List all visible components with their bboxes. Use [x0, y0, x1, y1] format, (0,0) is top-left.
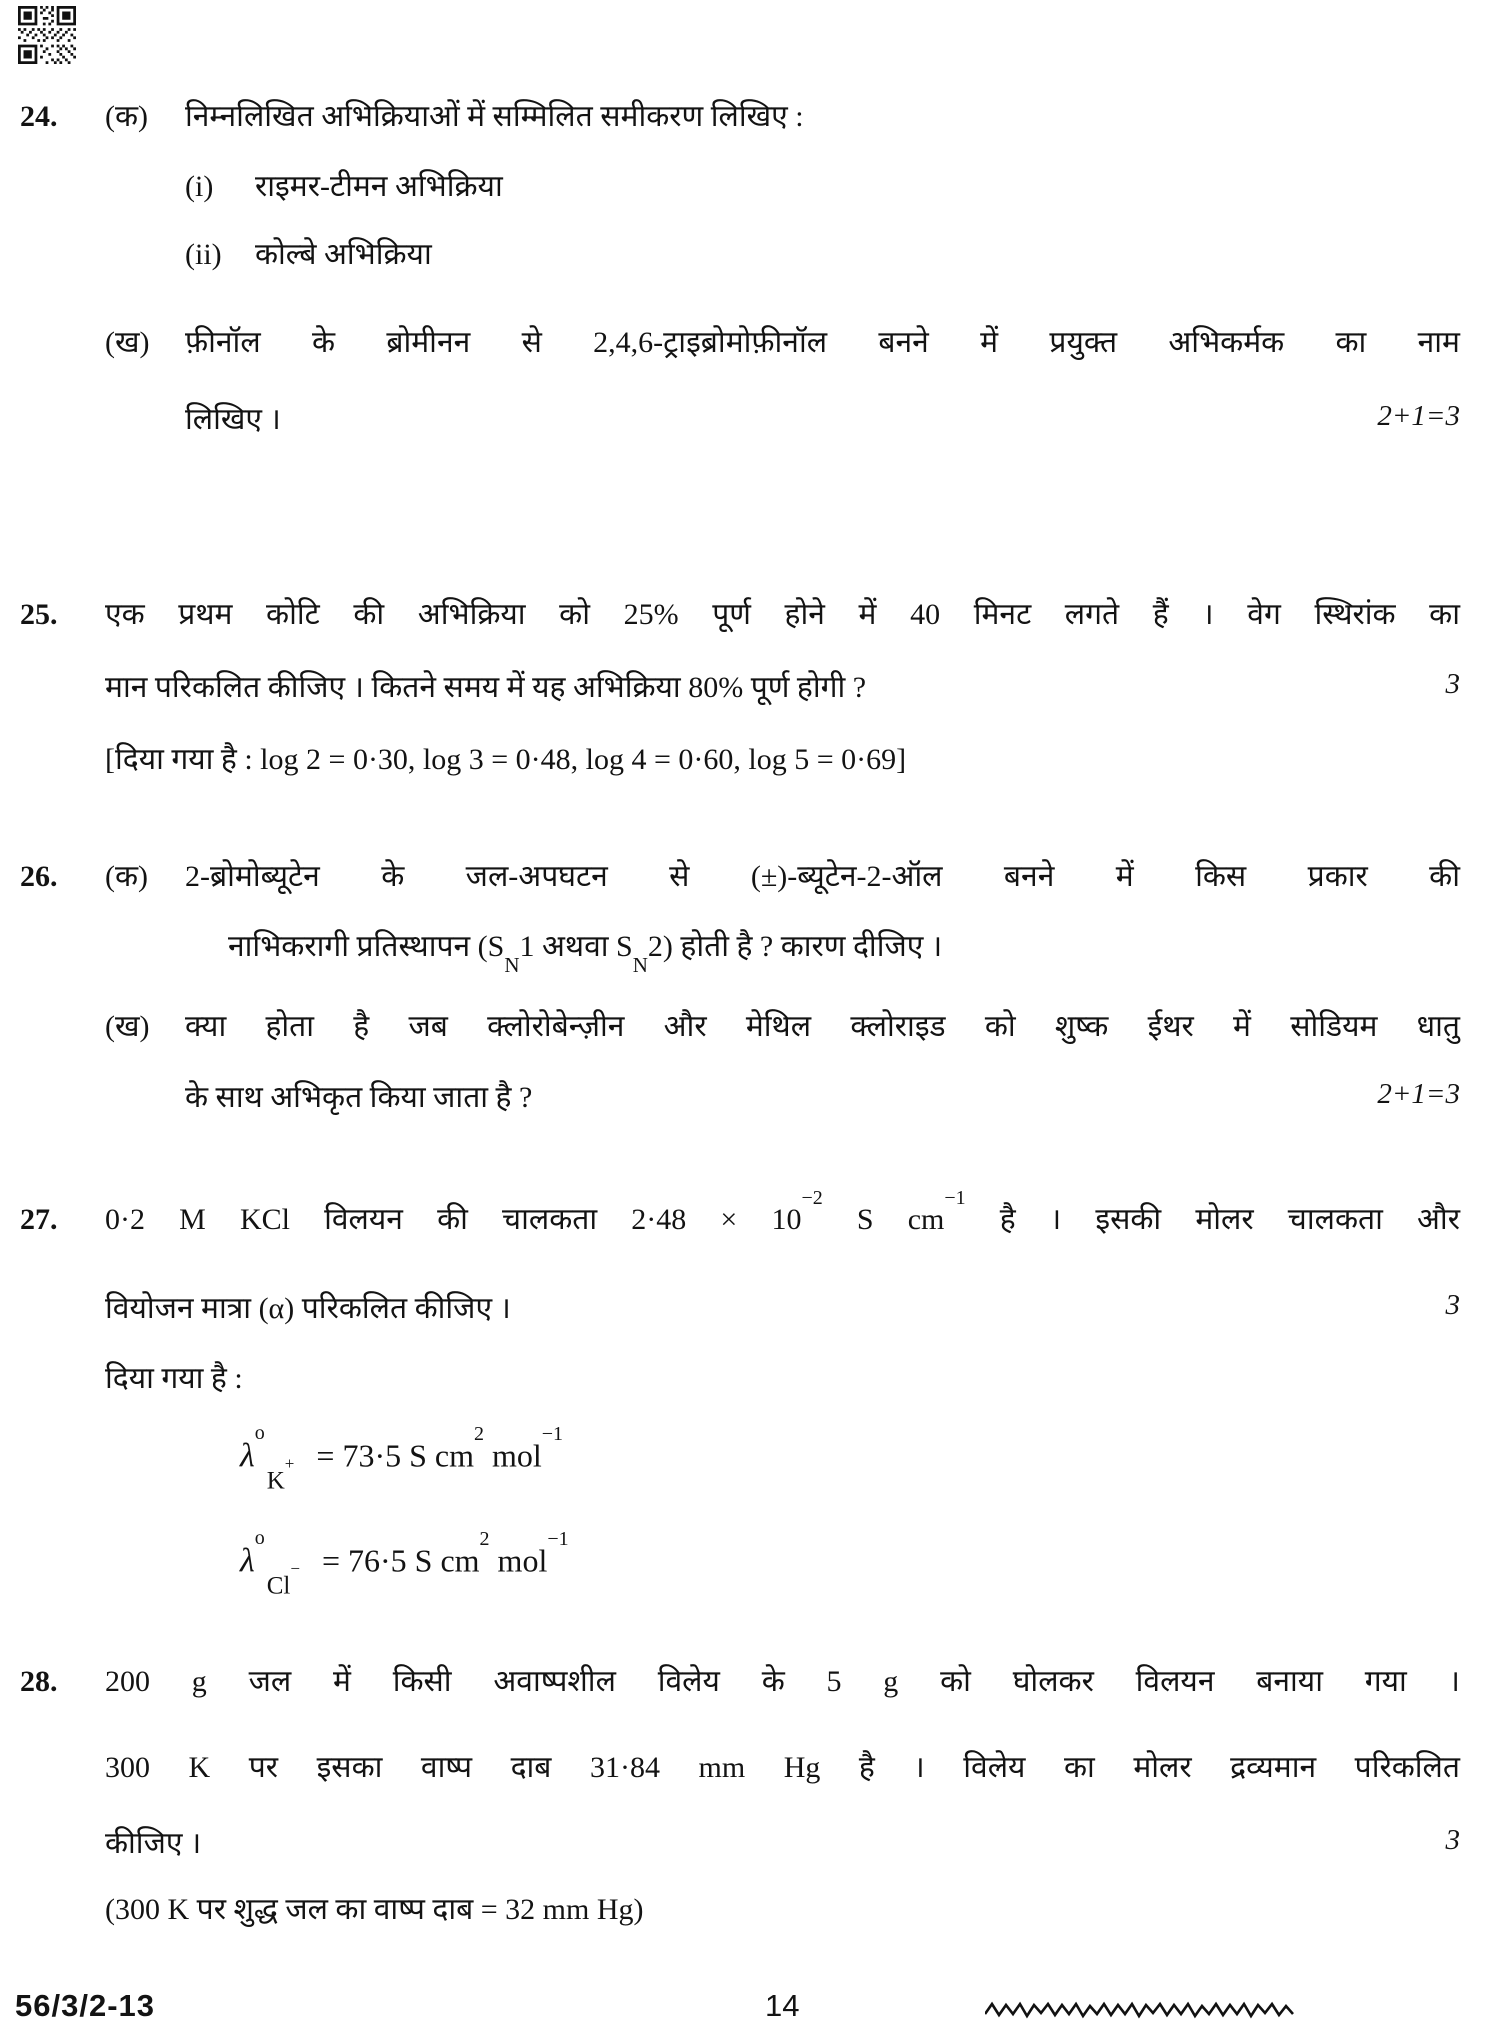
q26-part-b-line1: क्या होता है जब क्लोरोबेन्ज़ीन और मेथिल क्लोराइड को शुष्क ईथर में सोडियम धातु: [185, 1010, 1460, 1043]
q27-given-label: दिया गया है :: [105, 1362, 243, 1395]
eq2-value: = 76·5 S cm: [321, 1542, 480, 1579]
eq1-unit: mol: [483, 1437, 542, 1474]
q27-line1-pre: 0·2 M KCl विलयन की चालकता 2·48 × 10: [105, 1203, 802, 1236]
q24-number: 24.: [20, 100, 58, 133]
q27-line2: वियोजन मात्रा (α) परिकलित कीजिए ।: [105, 1292, 511, 1325]
q25-marks: 3: [1445, 668, 1460, 700]
potassium-ion: K+: [266, 1454, 295, 1495]
q24-item-ii-text: कोल्बे अभिक्रिया: [255, 238, 432, 271]
q24-part-a-intro: निम्नलिखित अभिक्रियाओं में सम्मिलित समीकरण लिखिए :: [185, 100, 804, 133]
q27-line1-post: है । इसकी मोलर चालकता और: [965, 1203, 1460, 1236]
q24-part-b-line1: फ़ीनॉल के ब्रोमीनन से 2,4,6-ट्राइब्रोमोफ़ीनॉल बनने में प्रयुक्त अभिकर्मक का नाम: [185, 326, 1460, 359]
q28-line1: 200 g जल में किसी अवाष्पशील विलेय के 5 g को घोलकर विलयन बनाया गया ।: [105, 1665, 1460, 1698]
q26-marks: 2+1=3: [1377, 1078, 1460, 1110]
q24-part-b-label: (ख): [105, 326, 150, 359]
ten-power-minus2: −2: [801, 1187, 823, 1209]
sn2-subscript: N: [632, 953, 648, 977]
q24-marks: 2+1=3: [1377, 400, 1460, 432]
q28-line2: 300 K पर इसका वाष्प दाब 31·84 mm Hg है । विलेय का मोलर द्रव्यमान परिकलित: [105, 1751, 1460, 1784]
q26-part-a-line1: 2-ब्रोमोब्यूटेन के जल-अपघटन से (±)-ब्यूटेन-2-ऑल बनने में किस प्रकार की: [185, 860, 1460, 893]
cm-power-minus1: −1: [944, 1187, 966, 1209]
q24-item-ii-label: (ii): [185, 238, 222, 271]
cm-squared: 2: [473, 1422, 484, 1445]
cm-squared: 2: [479, 1527, 490, 1550]
qr-code-icon: [18, 6, 76, 64]
paper-code: 56/3/2-13: [15, 1988, 155, 2023]
lambda-degree: o: [254, 1526, 265, 1549]
q28-line4: (300 K पर शुद्ध जल का वाष्प दाब = 32 mm Hg): [105, 1893, 644, 1926]
q25-given-line: [दिया गया है : log 2 = 0·30, log 3 = 0·48, log 4 = 0·60, log 5 = 0·69]: [105, 743, 907, 776]
q27-equation-k: [240, 1421, 564, 1495]
q28-number: 28.: [20, 1665, 58, 1698]
q25-line2: मान परिकलित कीजिए । कितने समय में यह अभिक्रिया 80% पूर्ण होगी ?: [105, 671, 867, 704]
q25-number: 25.: [20, 598, 58, 631]
q24-item-i-label: (i): [185, 170, 214, 203]
mol-minus1: −1: [547, 1527, 569, 1550]
lambda-symbol: λ: [240, 1542, 255, 1580]
sn1-subscript: N: [504, 953, 520, 977]
q25-line1: एक प्रथम कोटि की अभिक्रिया को 25% पूर्ण होने में 40 मिनट लगते हैं । वेग स्थिरांक का: [105, 598, 1460, 631]
lambda-symbol: λ: [240, 1437, 255, 1475]
q26-part-a-line2: [228, 925, 943, 977]
page-number: 14: [765, 1988, 800, 2023]
q27-equation-cl: [240, 1526, 569, 1600]
squiggle-line: [985, 2000, 1297, 2022]
q27-line1: [105, 1187, 1460, 1242]
q27-marks: 3: [1445, 1289, 1460, 1321]
q24-part-a-label: (क): [105, 100, 149, 133]
q26-number: 26.: [20, 860, 58, 893]
q24-part-b-line2: लिखिए ।: [185, 403, 281, 436]
q26-line2-pre: नाभिकरागी प्रतिस्थापन (S: [228, 930, 505, 963]
q28-line3: कीजिए ।: [105, 1827, 202, 1860]
eq2-unit: mol: [489, 1542, 548, 1579]
q26-line2-mid: 1 अथवा S: [519, 930, 633, 963]
q26-part-a-label: (क): [105, 860, 149, 893]
q24-item-i-text: राइमर-टीमन अभिक्रिया: [255, 170, 503, 203]
q26-part-b-label: (ख): [105, 1010, 150, 1043]
eq1-value: = 73·5 S cm: [316, 1437, 474, 1474]
q27-number: 27.: [20, 1203, 58, 1236]
mol-minus1: −1: [541, 1422, 564, 1445]
q26-line2-post: 2) होती है ? कारण दीजिए ।: [647, 930, 943, 963]
chloride-ion: Cl−: [266, 1559, 300, 1600]
lambda-degree: o: [254, 1421, 265, 1444]
q27-line1-mid: S cm: [822, 1203, 945, 1236]
q28-marks: 3: [1445, 1824, 1460, 1856]
q26-part-b-line2: के साथ अभिकृत किया जाता है ?: [185, 1081, 533, 1114]
